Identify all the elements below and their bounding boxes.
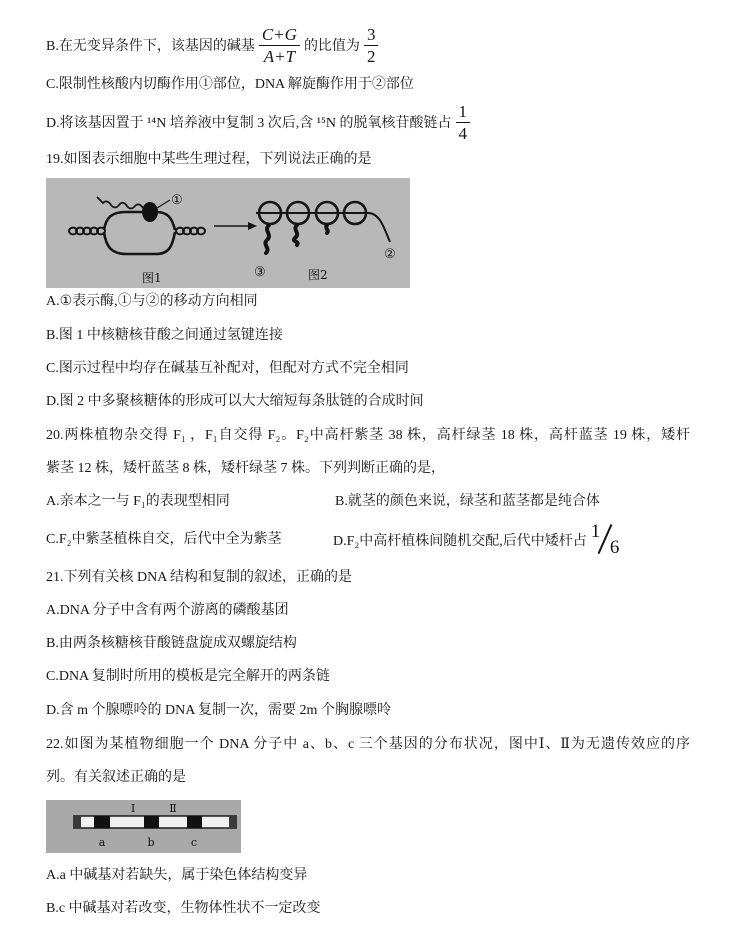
q22-figure-gene-map bbox=[46, 800, 241, 853]
q22-option-b: B.c 中碱基对若改变，生物体性状不一定改变 bbox=[46, 901, 321, 916]
value-denominator: 2 bbox=[366, 46, 376, 66]
dwarf-ratio-denominator: 6 bbox=[609, 537, 620, 558]
q19-figure-transcription-translation bbox=[46, 178, 410, 288]
base-ratio-fraction bbox=[259, 25, 300, 66]
dwarf-ratio-numerator: 1 bbox=[590, 521, 601, 542]
q22-stem-line-1: 22.如图为某植物细胞一个 DNA 分子中 a、b、c 三个基因的分布状况，图中Ⅰ、Ⅱ为无遗传效应的序 bbox=[46, 737, 690, 752]
dna-end-right bbox=[229, 816, 237, 828]
region-label-I: Ⅰ bbox=[130, 802, 136, 815]
rna-polymerase bbox=[142, 202, 158, 222]
q20-stem-line-2: 紫茎 12 株，矮杆蓝茎 8 株，矮杆绿茎 7 株。下列判断正确的是， bbox=[46, 461, 445, 476]
q18-option-b bbox=[46, 24, 382, 66]
q18-option-b-middle: 的比值为 bbox=[303, 39, 360, 54]
q22-stem-line-2: 列。有关叙述正确的是 bbox=[46, 770, 186, 785]
polypeptide-chain bbox=[265, 225, 269, 253]
q21-stem: 21.下列有关核 DNA 结构和复制的叙述，正确的是 bbox=[46, 570, 353, 585]
q20-option-b: B.就茎的颜色来说，绿茎和蓝茎都是纯合体 bbox=[335, 494, 600, 509]
gene-label-c: c bbox=[190, 836, 198, 849]
q18-option-d bbox=[46, 103, 474, 141]
q21-option-a: A.DNA 分子中含有两个游离的磷酸基团 bbox=[46, 603, 289, 618]
dwarf-ratio-fraction bbox=[591, 523, 620, 557]
ratio-denominator: A+T bbox=[263, 46, 296, 66]
value-numerator: 3 bbox=[364, 25, 379, 46]
q18-option-b-prefix: B.在无变异条件下，该基因的碱基 bbox=[46, 39, 255, 54]
polypeptide-chain bbox=[326, 225, 328, 233]
ratio-value-fraction bbox=[364, 25, 379, 66]
q18-option-d-text: D.将该基因置于 ¹⁴N 培养液中复制 3 次后,含 ¹⁵N 的脱氧核苷酸链占 bbox=[46, 116, 452, 131]
q19-option-c: C.图示过程中均存在碱基互补配对，但配对方式不完全相同 bbox=[46, 361, 409, 376]
label-circled-2: ② bbox=[384, 247, 396, 262]
q19-option-a: A.①表示酶,①与②的移动方向相同 bbox=[46, 294, 258, 309]
gene-c-segment bbox=[187, 816, 202, 828]
q20-option-d bbox=[333, 522, 619, 558]
gene-b-segment bbox=[144, 816, 159, 828]
strand-fraction-denominator: 4 bbox=[458, 123, 467, 143]
figure-caption-1: 图1 bbox=[142, 271, 162, 285]
q19-option-d: D.图 2 中多聚核糖体的形成可以大大缩短每条肽链的合成时间 bbox=[46, 394, 424, 409]
q20-option-a: A.亲本之一与 F₁的表现型相同 bbox=[46, 494, 230, 509]
dna-end-left bbox=[73, 816, 81, 828]
q22-option-a: A.a 中碱基对若缺失，属于染色体结构变异 bbox=[46, 868, 308, 883]
q19-option-b: B.图 1 中核糖核苷酸之间通过氢键连接 bbox=[46, 328, 283, 343]
q20-option-d-text: D.F₂中高杆植株间随机交配,后代中矮杆占 bbox=[333, 534, 587, 549]
q21-option-b: B.由两条核糖核苷酸链盘旋成双螺旋结构 bbox=[46, 636, 297, 651]
q20-stem-line-1: 20.两株植物杂交得 F₁ ，F₁自交得 F₂。F₂中高杆紫茎 38 株，高杆绿茎 18 株，高杆蓝茎 19 株，矮杆 bbox=[46, 428, 690, 443]
label-circled-1: ① bbox=[171, 193, 183, 208]
figure-caption-2: 图2 bbox=[308, 268, 328, 282]
q21-option-c: C.DNA 复制时所用的模板是完全解开的两条链 bbox=[46, 669, 330, 684]
strand-fraction-numerator: 1 bbox=[456, 102, 471, 123]
q19-stem: 19.如图表示细胞中某些生理过程，下列说法正确的是 bbox=[46, 152, 372, 167]
figure-background bbox=[46, 178, 410, 288]
strand-fraction bbox=[456, 102, 471, 143]
q21-option-d: D.含 m 个腺嘌呤的 DNA 复制一次，需要 2m 个胸腺嘌呤 bbox=[46, 703, 391, 718]
gene-label-b: b bbox=[147, 836, 155, 849]
q18-option-c: C.限制性核酸内切酶作用①部位，DNA 解旋酶作用于②部位 bbox=[46, 77, 414, 92]
gene-a-segment bbox=[94, 816, 110, 828]
q20-option-c: C.F₂中紫茎植株自交，后代中全为紫茎 bbox=[46, 532, 282, 547]
ratio-numerator: C+G bbox=[259, 25, 300, 46]
label-circled-3: ③ bbox=[254, 265, 266, 280]
region-label-II: Ⅱ bbox=[169, 802, 177, 815]
gene-label-a: a bbox=[98, 836, 106, 849]
